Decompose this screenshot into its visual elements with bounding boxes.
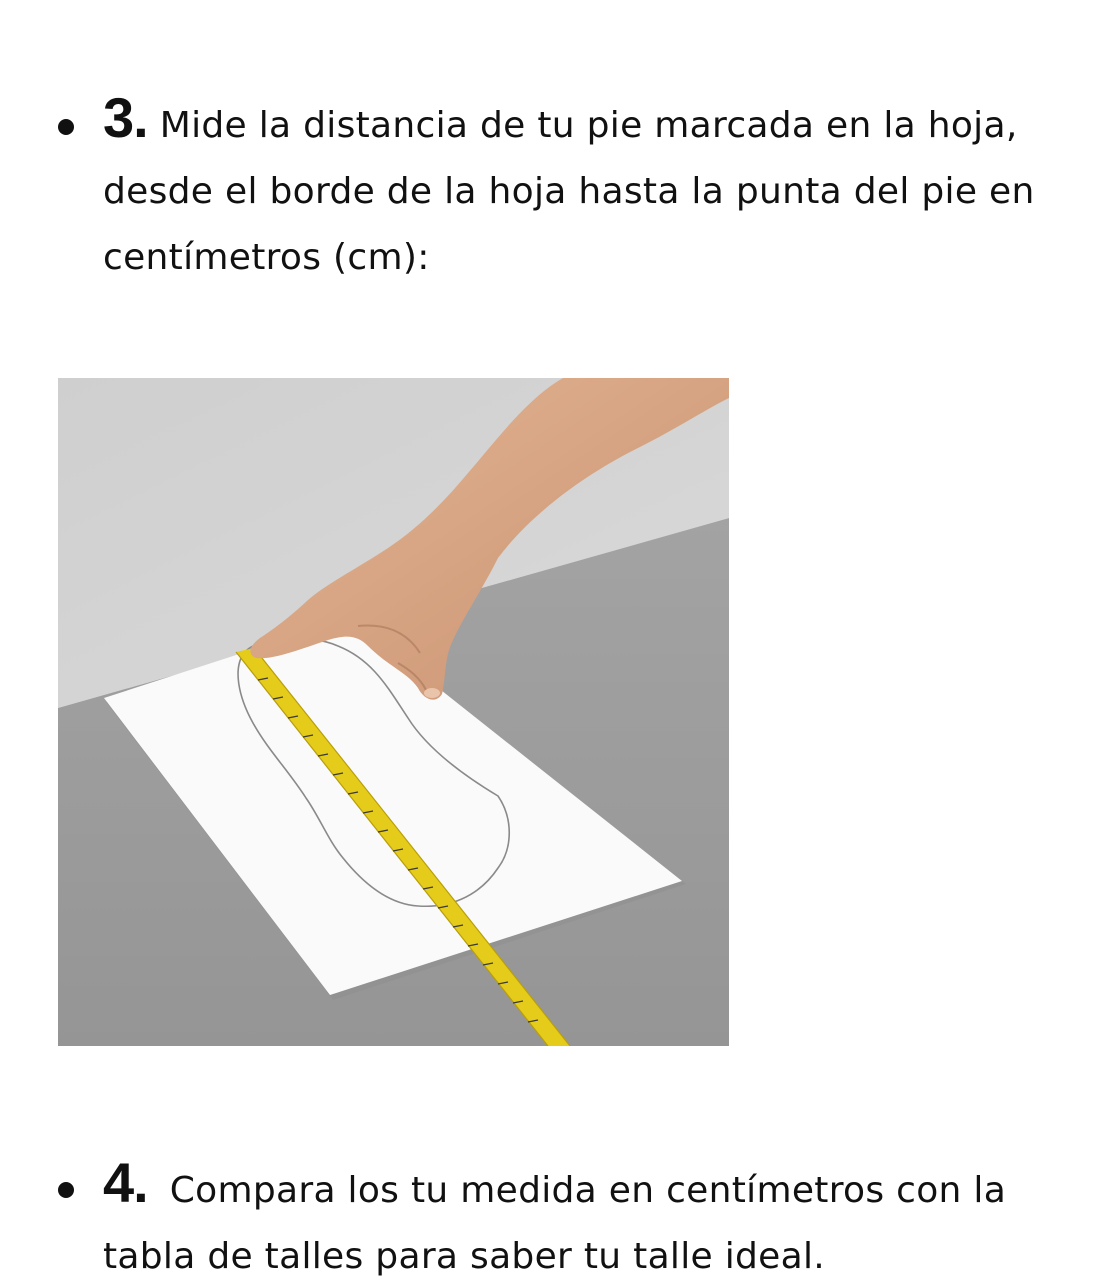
- measuring-foot-photo: [58, 378, 729, 1046]
- step-3-text: [103, 85, 1063, 291]
- step-4: [0, 1150, 1094, 1280]
- step-4-number: 4.: [103, 1151, 148, 1214]
- step-4-text: [103, 1150, 1063, 1280]
- step-4-instruction: Compara los tu medida en centímetros con la tabla de talles para saber tu talle ideal.: [103, 1170, 1007, 1277]
- step-3: [0, 85, 1094, 305]
- step-3-number: 3.: [103, 86, 148, 149]
- bullet-icon: [58, 119, 74, 135]
- bullet-icon: [58, 1182, 74, 1198]
- step-3-instruction: Mide la distancia de tu pie marcada en la hoja, desde el borde de la hoja hasta la punta del pie en centímetros (cm):: [103, 105, 1035, 278]
